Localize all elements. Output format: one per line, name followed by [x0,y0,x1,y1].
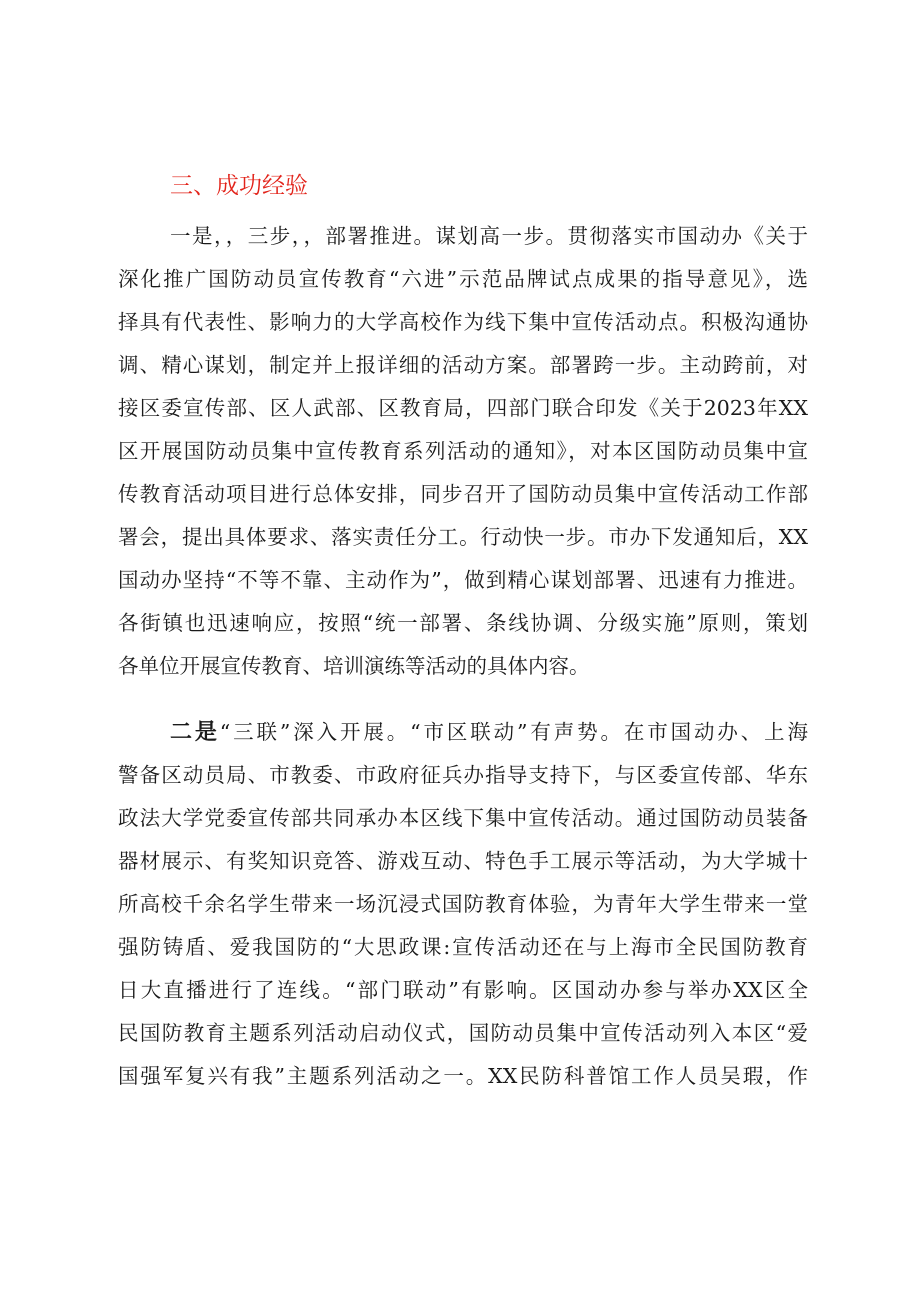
paragraph1-line: 国动办坚持“不等不靠、主动作为”，做到精心谋划部署、迅速有力推进。 [118,568,808,592]
paragraph2-first-line-text: “三联”深入开展。“市区联动”有声势。在市国动办、上海 [219,720,808,744]
paragraph1-line: 深化推广国防动员宣传教育“六进”示范品牌试点成果的指导意见》，选 [118,267,808,291]
paragraph2-line: 政法大学党委宣传部共同承办本区线下集中宣传活动。通过国防动员装备 [118,806,808,830]
paragraph2-line: 民国防教育主题系列活动启动仪式，国防动员集中宣传活动列入本区“爱 [118,1021,808,1045]
paragraph1-line: 各街镇也迅速响应，按照“统一部署、条线协调、分级实施”原则，策划 [118,611,808,635]
paragraph2-line: 警备区动员局、市教委、市政府征兵办指导支持下，与区委宣传部、华东 [118,763,808,787]
paragraph1-line-last: 各单位开展宣传教育、培训演练等活动的具体内容。 [118,654,590,678]
paragraph2-line: 国强军复兴有我”主题系列活动之一。XX民防科普馆工作人员吴瑕，作 [118,1064,808,1088]
paragraph2-line: 日大直播进行了连线。“部门联动”有影响。区国动办参与举办XX区全 [118,978,808,1002]
paragraph2-lead: 二是 [170,720,220,745]
paragraph2-first-line [170,712,808,752]
paragraph1-line: 择具有代表性、影响力的大学高校作为线下集中宣传活动点。积极沟通协 [118,310,808,334]
paragraph1-line: 一是，，三步，，部署推进。谋划高一步。贯彻落实市国动办《关于 [170,224,808,248]
paragraph1-line: 署会，提出具体要求、落实责任分工。行动快一步。市办下发通知后，XX [118,525,808,549]
paragraph1-line: 传教育活动项目进行总体安排，同步召开了国防动员集中宣传活动工作部 [118,482,808,506]
paragraph1-line: 区开展国防动员集中宣传教育系列活动的通知》，对本区国防动员集中宣 [118,439,808,463]
paragraph2-line: 所高校千余名学生带来一场沉浸式国防教育体验，为青年大学生带来一堂 [118,892,808,916]
paragraph2-line: 器材展示、有奖知识竞答、游戏互动、特色手工展示等活动，为大学城十 [118,849,808,873]
paragraph1-line: 接区委宣传部、区人武部、区教育局，四部门联合印发《关于2023年XX [118,396,808,420]
paragraph2-line: 强防铸盾、爱我国防的“大思政课:宣传活动还在与上海市全民国防教育 [118,935,808,959]
paragraph1-line: 调、精心谋划，制定并上报详细的活动方案。部署跨一步。主动跨前，对 [118,353,808,377]
section-heading: 三、成功经验 [170,173,308,199]
